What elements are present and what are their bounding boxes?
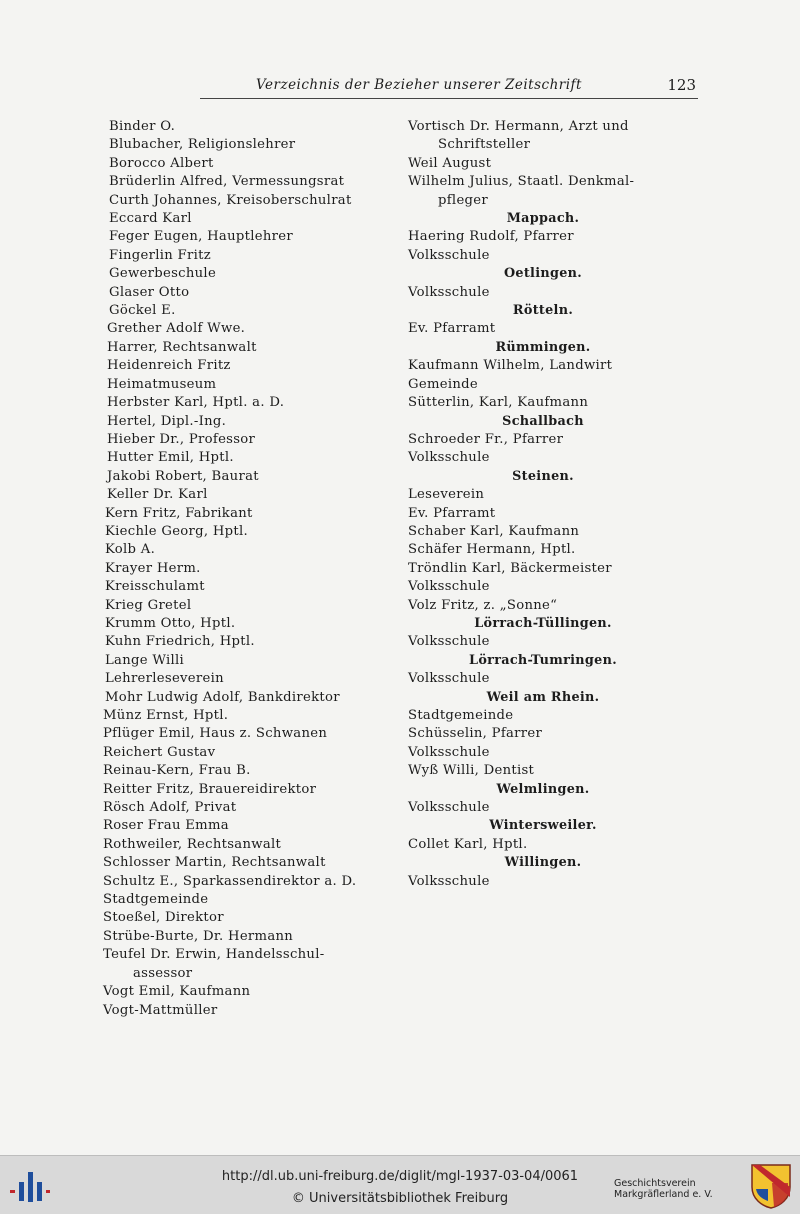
list-item: Kiechle Georg, Hptl.: [105, 523, 249, 539]
list-item: Grether Adolf Wwe.: [107, 321, 246, 337]
list-item: Borocco Albert: [109, 155, 214, 171]
list-item: Krayer Herm.: [105, 560, 201, 576]
list-item: Lange Willi: [105, 652, 185, 668]
list-item: Krieg Gretel: [105, 597, 192, 613]
list-item: Vogt Emil, Kaufmann: [103, 984, 251, 1000]
copyright-notice: © Universitätsbibliothek Freiburg: [291, 1191, 509, 1206]
place-heading: Weil am Rhein.: [486, 689, 600, 705]
list-item: Kern Fritz, Fabrikant: [105, 505, 253, 521]
list-item: Teufel Dr. Erwin, Handelsschul-: [103, 947, 325, 963]
list-item: Roser Frau Emma: [103, 818, 229, 834]
list-item: Volksschule: [408, 247, 490, 263]
place-heading: Lörrach-Tumringen.: [469, 652, 617, 668]
list-item: Göckel E.: [109, 303, 176, 319]
place-heading: Willingen.: [504, 855, 582, 871]
place-heading: Oetlingen.: [503, 266, 583, 282]
list-item: Reinau-Kern, Frau B.: [103, 763, 251, 779]
list-item: Münz Ernst, Hptl.: [103, 708, 229, 723]
left-column-list: [103, 118, 383, 1020]
list-item: Rothweiler, Rechtsanwalt: [103, 836, 282, 852]
list-item: Kaufmann Wilhelm, Landwirt: [408, 358, 613, 374]
place-heading: Schallbach: [502, 413, 584, 429]
organization-line-2: Markgräflerland e. V.: [614, 1189, 713, 1200]
list-item: Glaser Otto: [109, 284, 190, 300]
right-column-list: [408, 118, 708, 891]
list-item-continuation: assessor: [133, 965, 193, 981]
list-item: Krumm Otto, Hptl.: [105, 615, 236, 631]
list-item: Jakobi Robert, Baurat: [107, 468, 259, 484]
list-item: Stadtgemeinde: [103, 892, 209, 908]
list-item: Tröndlin Karl, Bäckermeister: [408, 560, 612, 576]
list-item: Collet Karl, Hptl.: [408, 836, 528, 852]
list-item: Heidenreich Fritz: [107, 358, 231, 374]
list-item: Gemeinde: [408, 376, 479, 392]
list-item: Volz Fritz, z. „Sonne“: [408, 597, 558, 613]
place-heading: Rötteln.: [512, 303, 574, 319]
list-item: Volksschule: [408, 671, 490, 687]
list-item: Keller Dr. Karl: [107, 487, 208, 503]
header-title: Verzeichnis der Bezieher unserer Zeitschrift: [256, 77, 582, 93]
list-item: Binder O.: [109, 119, 176, 134]
coat-of-arms-icon: [750, 1163, 792, 1209]
list-item: Strübe-Burte, Dr. Hermann: [103, 928, 294, 944]
list-item: Brüderlin Alfred, Vermessungsrat: [109, 174, 345, 190]
list-item: Volksschule: [408, 873, 490, 889]
list-item: Schaber Karl, Kaufmann: [408, 523, 580, 539]
list-item: Haering Rudolf, Pfarrer: [408, 229, 574, 245]
list-item: Wilhelm Julius, Staatl. Denkmal-: [408, 174, 635, 190]
list-item: Schäfer Hermann, Hptl.: [408, 542, 576, 558]
list-item: Vortisch Dr. Hermann, Arzt und: [408, 119, 629, 134]
permalink-url[interactable]: http://dl.ub.uni-freiburg.de/diglit/mgl-1937-03-04/0061: [221, 1169, 579, 1184]
list-item: Mohr Ludwig Adolf, Bankdirektor: [105, 689, 340, 705]
list-item: Pflüger Emil, Haus z. Schwanen: [103, 726, 328, 742]
running-header: [200, 76, 698, 99]
list-item: Harrer, Rechtsanwalt: [107, 339, 257, 355]
list-item: Kuhn Friedrich, Hptl.: [105, 634, 255, 650]
place-heading: Wintersweiler.: [489, 818, 597, 834]
list-item: Lehrerleseverein: [105, 671, 224, 687]
list-item: Volksschule: [408, 450, 490, 466]
organization-name: [614, 1178, 744, 1200]
list-item: Kolb A.: [105, 542, 156, 558]
list-item: Wyß Willi, Dentist: [408, 763, 535, 779]
list-item: Rösch Adolf, Privat: [103, 800, 237, 816]
list-item: Fingerlin Fritz: [109, 247, 211, 263]
place-heading: Welmlingen.: [496, 781, 590, 797]
list-item-continuation: pfleger: [438, 192, 488, 208]
viewer-footer: [0, 1155, 800, 1214]
list-item: Eccard Karl: [109, 211, 192, 227]
list-item: Leseverein: [408, 487, 485, 503]
list-item: Stoeßel, Direktor: [103, 910, 224, 926]
list-item: Schroeder Fr., Pfarrer: [408, 431, 564, 447]
list-item: Reitter Fritz, Brauereidirektor: [103, 781, 317, 797]
list-item: Gewerbeschule: [109, 266, 217, 282]
list-item: Curth Johannes, Kreisoberschulrat: [109, 192, 352, 208]
list-item: Schüsselin, Pfarrer: [408, 726, 543, 742]
list-item: Kreisschulamt: [105, 579, 205, 595]
list-item: Heimatmuseum: [107, 376, 217, 392]
list-item: Volksschule: [408, 800, 490, 816]
list-item: Weil August: [408, 155, 492, 171]
list-item: Blubacher, Religionslehrer: [109, 137, 296, 153]
list-item: Ev. Pfarramt: [408, 505, 496, 521]
list-item-continuation: Schriftsteller: [438, 137, 531, 153]
list-item: Volksschule: [408, 284, 490, 300]
list-item: Ev. Pfarramt: [408, 321, 496, 337]
list-item: Volksschule: [408, 634, 490, 650]
list-item: Volksschule: [408, 744, 490, 760]
list-item: Schultz E., Sparkassendirektor a. D.: [103, 873, 357, 889]
list-item: Stadtgemeinde: [408, 708, 514, 723]
place-heading: Rümmingen.: [495, 339, 591, 355]
list-item: Sütterlin, Karl, Kaufmann: [408, 395, 589, 411]
list-item: Hieber Dr., Professor: [107, 431, 256, 447]
list-item: Reichert Gustav: [103, 744, 216, 760]
list-item: Schlosser Martin, Rechtsanwalt: [103, 855, 326, 871]
page-number: 123: [667, 76, 696, 94]
list-item: Vogt-Mattmüller: [103, 1002, 218, 1018]
list-item: Hertel, Dipl.-Ing.: [107, 413, 227, 429]
list-item: Volksschule: [408, 579, 490, 595]
list-item: Herbster Karl, Hptl. a. D.: [107, 395, 285, 411]
list-item: Hutter Emil, Hptl.: [107, 450, 234, 466]
organization-line-1: Geschichtsverein: [614, 1178, 696, 1189]
place-heading: Steinen.: [512, 468, 574, 484]
place-heading: Lörrach-Tüllingen.: [474, 615, 612, 631]
list-item: Feger Eugen, Hauptlehrer: [109, 229, 293, 245]
place-heading: Mappach.: [506, 211, 580, 227]
